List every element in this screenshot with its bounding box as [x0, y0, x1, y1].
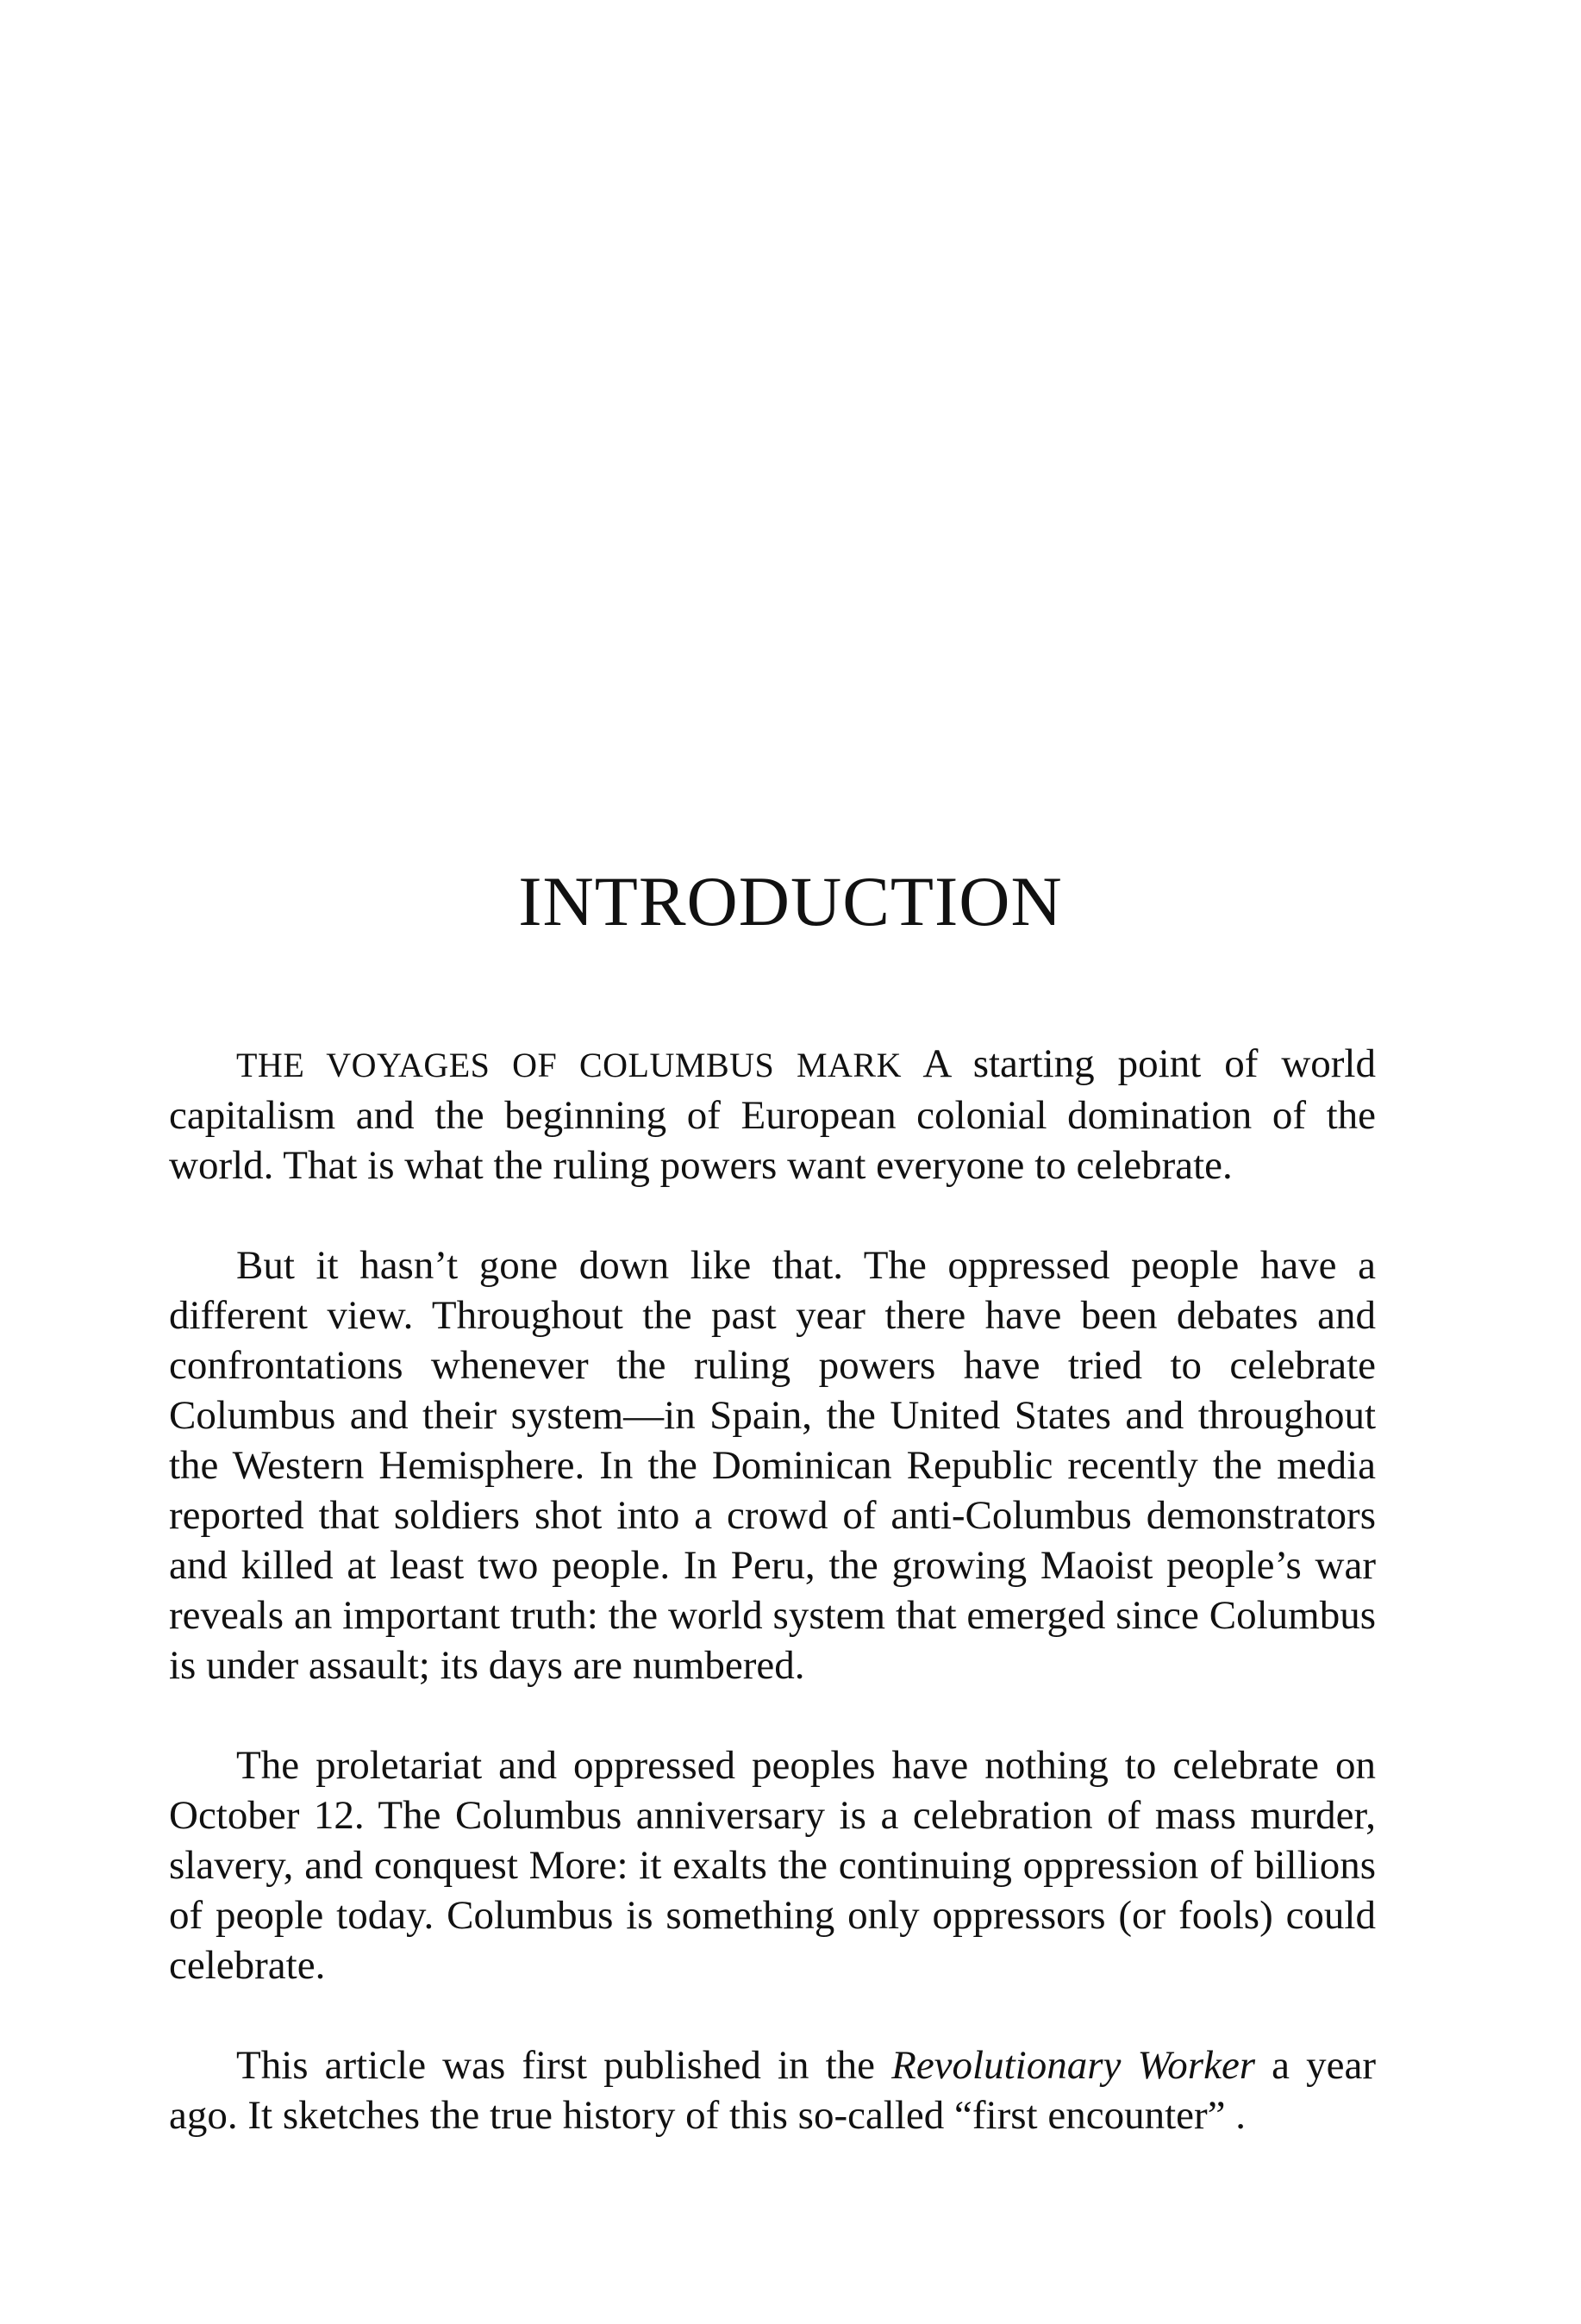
body-text — [169, 1039, 1376, 2190]
paragraph-4-text-after: a year ago. It sketches the true history of this so-called “first encounter” . — [169, 2043, 1376, 2138]
page-title: INTRODUCTION — [518, 862, 1063, 940]
paragraph-lead-in: THE VOYAGES OF COLUMBUS MARK — [236, 1046, 902, 1084]
paragraph-3: The proletariat and oppressed peoples have nothing to celebrate on October 12. The Columbus anniversary is a celebration of mass murder, slavery, and conquest More: it exalts the continuing oppression of billions of people today. Columbus is something only oppressors (or fools) could celebrate. — [169, 1743, 1376, 1988]
paragraph-4-text-before: This article was first published in the — [236, 2043, 892, 2088]
paragraph-4 — [169, 2040, 1376, 2140]
paragraph-2: But it hasn’t gone down like that. The oppressed people have a different view. Throughout the past year there have been debates and confrontations whenever the ruling powers have tried to celebrate Columbus and their system—in Spain, the United States and throughout the Western Hemisphere. In the Dominican Republic recently the media reported that soldiers shot into a crowd of anti-Columbus demonstrators and killed at least two people. In Peru, the growing Maoist people’s war reveals an important truth: the world system that emerged since Columbus is under assault; its days are numbered. — [169, 1243, 1376, 1688]
paragraph-1 — [169, 1039, 1376, 1190]
paragraph-1-text: A starting point of world capitalism and the beginning of European colonial domination of the world. That is what the ruling powers want everyone to celebrate. — [169, 1041, 1376, 1188]
publication-title: Revolutionary Worker — [891, 2043, 1256, 2088]
